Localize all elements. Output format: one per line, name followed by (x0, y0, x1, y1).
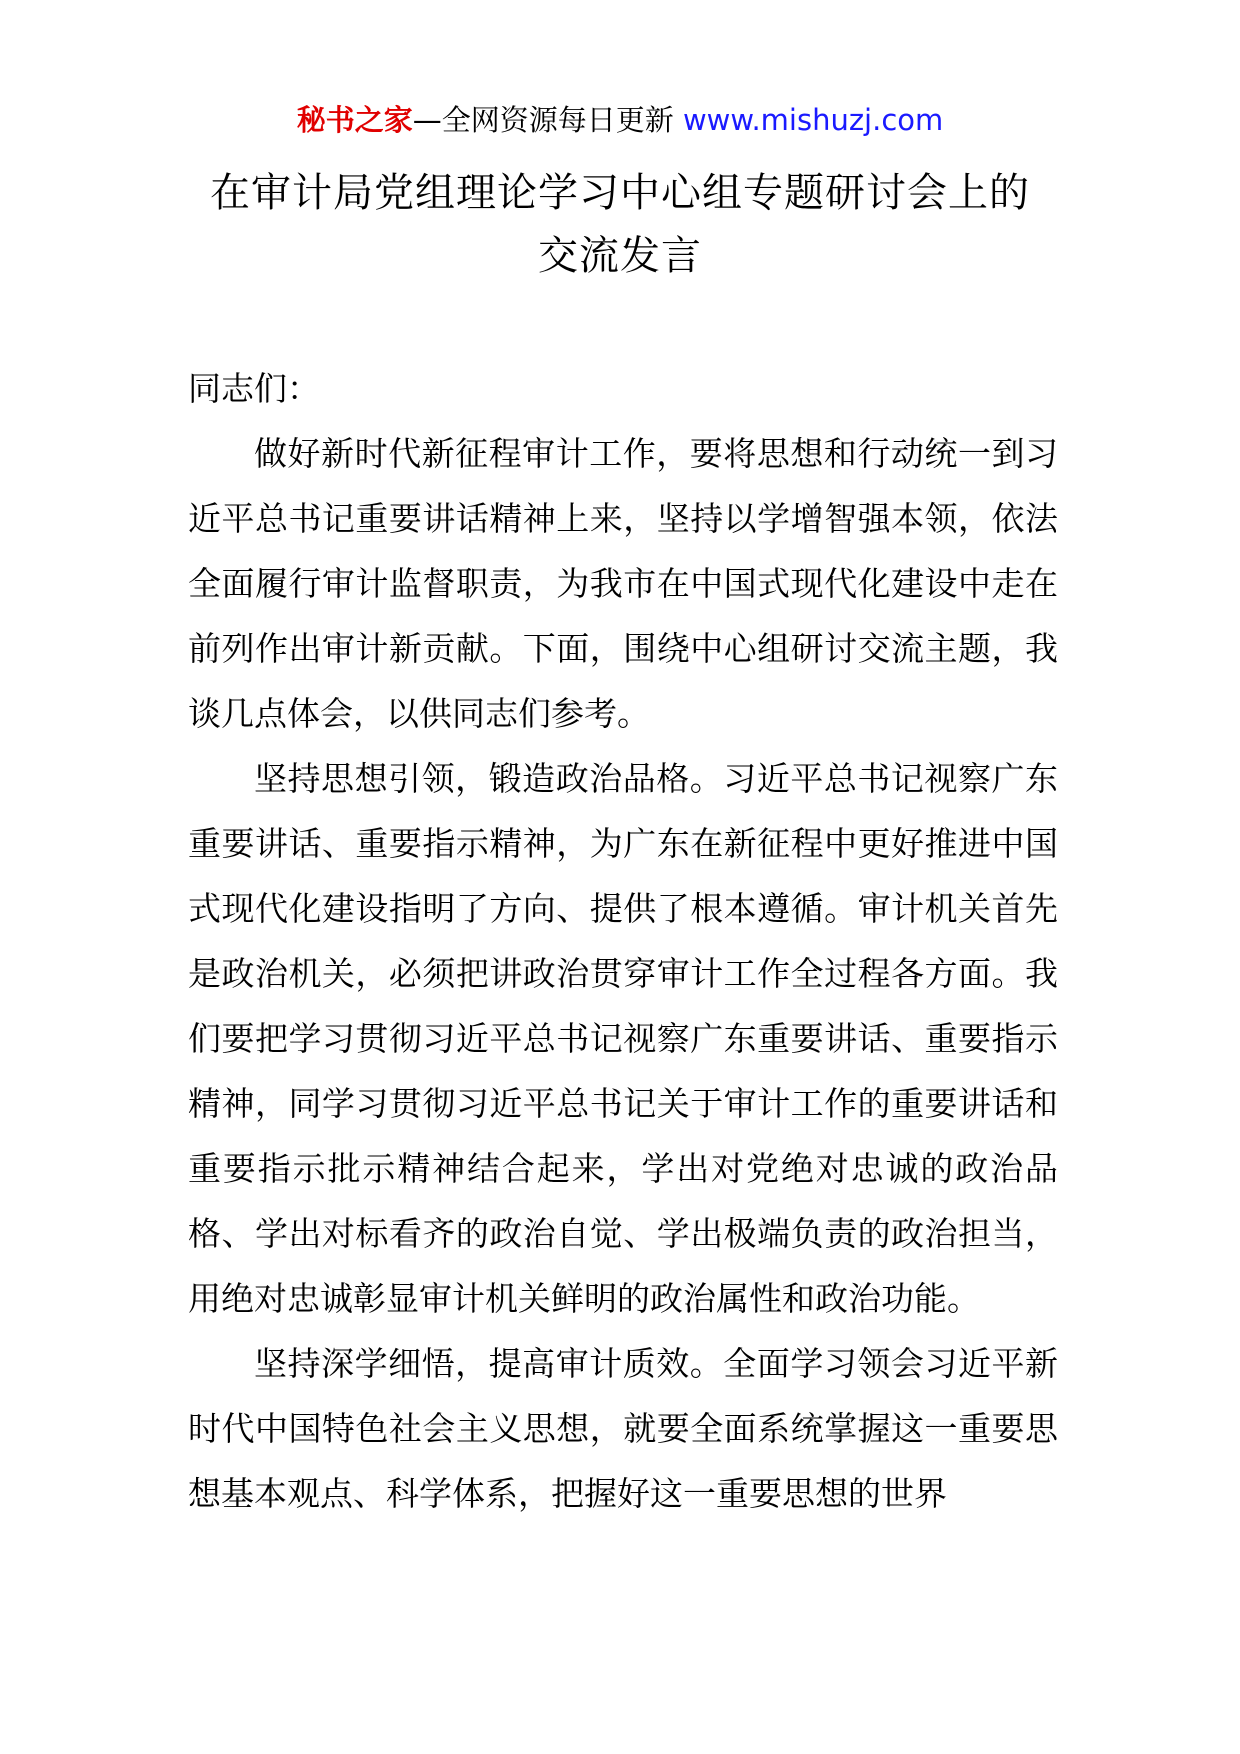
site-url-link[interactable]: www.mishuzj.com (682, 103, 944, 137)
document-body (188, 356, 1058, 1526)
paragraph-study: 坚持深学细悟，提高审计质效。全面学习领会习近平新时代中国特色社会主义思想，就要全面系统掌握这一重要思想基本观点、科学体系，把握好这一重要思想的世界 (188, 1344, 1058, 1513)
document-title (120, 162, 1120, 288)
salutation: 同志们： (188, 369, 320, 408)
title-line-1: 在审计局党组理论学习中心组专题研讨会上的 (210, 170, 1030, 216)
site-brand: 秘书之家 (296, 103, 413, 137)
paragraph-political: 坚持思想引领，锻造政治品格。习近平总书记视察广东重要讲话、重要指示精神，为广东在新征程中更好推进中国式现代化建设指明了方向、提供了根本遵循。审计机关首先是政治机关，必须把讲政治贯穿审计工作全过程各方面。我们要把学习贯彻习近平总书记视察广东重要讲话、重要指示精神，同学习贯彻习近平总书记关于审计工作的重要讲话和重要指示批示精神结合起来，学出对党绝对忠诚的政治品格、学出对标看齐的政治自觉、学出极端负责的政治担当，用绝对忠诚彰显审计机关鲜明的政治属性和政治功能。 (188, 759, 1058, 1318)
title-line-2: 交流发言 (538, 233, 702, 279)
paragraph-intro: 做好新时代新征程审计工作，要将思想和行动统一到习近平总书记重要讲话精神上来，坚持以学增智强本领，依法全面履行审计监督职责，为我市在中国式现代化建设中走在前列作出审计新贡献。下面，围绕中心组研讨交流主题，我谈几点体会，以供同志们参考。 (188, 434, 1058, 733)
site-tagline: —全网资源每日更新 (412, 103, 683, 137)
site-header (0, 100, 1240, 140)
